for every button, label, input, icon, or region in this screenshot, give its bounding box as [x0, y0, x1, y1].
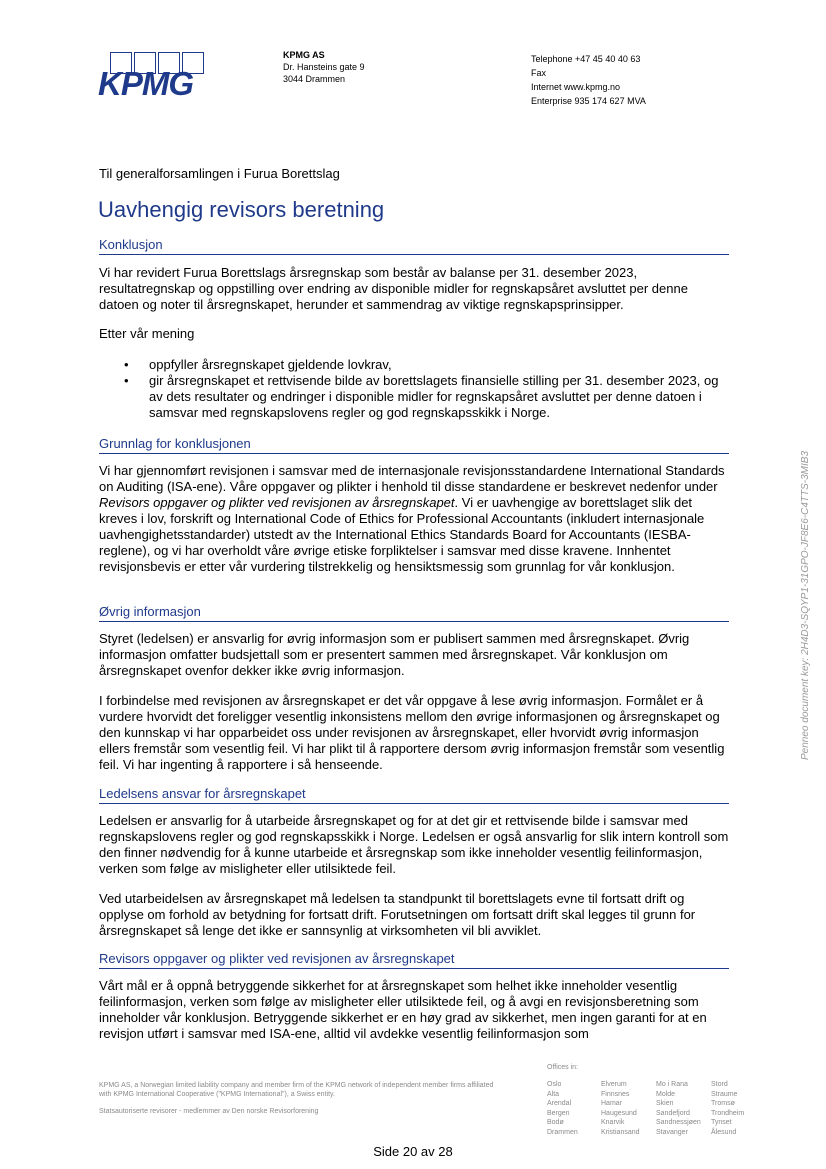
office: Knarvik: [601, 1119, 625, 1126]
section-heading-revisors: Revisors oppgaver og plikter ved revisjonen av årsregnskapet: [99, 951, 729, 969]
office: Stord: [711, 1081, 728, 1088]
office: Finnsnes: [601, 1090, 630, 1098]
list-item: [99, 373, 731, 421]
logo-wordmark: KPMG: [98, 65, 193, 102]
paragraph: Ved utarbeidelsen av årsregnskapet må ledelsen ta standpunkt til borettslagets evne til fortsatt drift og opplyse om forhold av betydning for fortsatt drift. Forutsetningen om fortsatt drift skal legges til grunn for årsregnskapet så lenge det ikke er sannsynlig at virksomheten vil bli avviklet.: [99, 891, 696, 938]
office: Skien: [656, 1100, 674, 1107]
section-heading-grunnlag: Grunnlag for konklusjonen: [99, 436, 729, 454]
emphasis-text: Revisors oppgaver og plikter ved revisjonen av årsregnskapet: [99, 495, 455, 510]
company-address: [283, 49, 365, 85]
addressee: Til generalforsamlingen i Furua Borettslag: [99, 166, 340, 181]
offices-column: [547, 1080, 578, 1137]
list-item-text: oppfyller årsregnskapet gjeldende lovkrav,: [149, 357, 392, 372]
office: Elverum: [601, 1081, 627, 1088]
footer-legal-line: with KPMG International Cooperative ("KPMG International"), a Swiss entity.: [99, 1091, 335, 1098]
section-heading-ledelsen: Ledelsens ansvar for årsregnskapet: [99, 786, 729, 804]
office: Sandnessjøen: [656, 1119, 701, 1126]
offices-column: [711, 1080, 744, 1137]
enterprise-number: Enterprise 935 174 627 MVA: [531, 96, 646, 106]
paragraph: [99, 463, 731, 575]
list-item-text: gir årsregnskapet et rettvisende bilde av borettslagets finansielle stilling per 31. desember 2023, og av dets resultater og endringer i disponible midler for regnskapsåret avsluttet per denne datoen i samsvar med regnskapslovens regler og god regnskapsskikk i Norge.: [149, 373, 719, 420]
paragraph: Etter vår mening: [99, 326, 195, 341]
office: Mo i Rana: [656, 1081, 688, 1088]
offices-column: [656, 1080, 701, 1137]
footer-legal-line: KPMG AS, a Norwegian limited liability company and member firm of the KPMG network of independent member firms affiliated: [99, 1082, 494, 1089]
offices-label: Offices in:: [547, 1064, 578, 1071]
paragraph: Ledelsen er ansvarlig for å utarbeide årsregnskapet og for at det gir et rettvisende bilde i samsvar med regnskapslovens regler og god regnskapsskikk i Norge. Ledelsen er også ansvarlig for slik intern kontroll som den finner nødvendig for å kunne utarbeide et årsregnskap som ikke inneholder vesentlig feilinformasjon, verken som følge av misligheter eller utilsiktede feil.: [99, 813, 729, 876]
office: Bodø: [547, 1119, 564, 1126]
company-name: KPMG AS: [283, 50, 325, 60]
telephone: Telephone +47 45 40 40 63: [531, 54, 641, 64]
internet: Internet www.kpmg.no: [531, 82, 621, 92]
office: Arendal: [547, 1100, 572, 1107]
office: Straume: [711, 1090, 738, 1098]
office: Drammen: [547, 1128, 578, 1136]
footer-legal-line: Statsautoriserte revisorer - medlemmer av Den norske Revisorforening: [99, 1108, 319, 1115]
contact-info: [531, 52, 646, 108]
office: Kristiansand: [601, 1128, 640, 1136]
section-heading-konklusjon: Konklusjon: [99, 237, 729, 255]
footer-legal: [99, 1081, 539, 1116]
bullet-list: [99, 357, 731, 421]
office: Ålesund: [711, 1128, 737, 1136]
address-line-1: Dr. Hansteins gate 9: [283, 62, 365, 72]
office: Molde: [656, 1090, 676, 1098]
office: Tynset: [711, 1119, 732, 1126]
offices-column: [601, 1080, 640, 1137]
office: Haugesund: [601, 1109, 637, 1117]
paragraph-text: Vi har gjennomført revisjonen i samsvar med de internasjonale revisjonsstandardene International Standards on Auditing (ISA-ene). Våre oppgaver og plikter i henhold til disse standardene er beskrevet nedenfor under: [99, 463, 725, 494]
office: Stavanger: [656, 1128, 688, 1136]
fax: Fax: [531, 68, 547, 78]
office: Trondheim: [711, 1109, 745, 1117]
page-number: Side 20 av 28: [373, 1144, 453, 1159]
paragraph: Vårt mål er å oppnå betryggende sikkerhet for at årsregnskapet som helhet ikke inneholder vesentlig feilinformasjon, verken som følge av misligheter eller utilsiktede feil, og å avgi en revisjonsberetning som inneholder vår konklusjon. Betryggende sikkerhet er en høy grad av sikkerhet, men ingen garanti for at en revisjon utført i samsvar med ISA-ene, alltid vil avdekke vesentlig feilinformasjon som: [99, 978, 707, 1041]
paragraph-text: . Vi er uavhengige av borettslaget slik det kreves i lov, forskrift og International Code of Ethics for Professional Accountants (inkludert internasjonale uavhengighetsstandarder) utstedt av the International Ethics Standards Board for Accountants (IESBA-reglene), og vi har overholdt våre øvrige etiske forpliktelser i samsvar med disse kravene. Innhentet revisjonsbevis er etter vår vurdering tilstrekkelig og hensiktsmessig som grunnlag for vår konklusjon.: [99, 495, 705, 574]
paragraph: Vi har revidert Furua Borettslags årsregnskap som består av balanse per 31. desember 2023, resultatregnskap og oppstilling over endring av disponible midler for regnskapsåret avsluttet per denne datoen og noter til årsregnskapet, herunder et sammendrag av viktige regnskapsprinsipper.: [99, 265, 688, 312]
office: Alta: [547, 1090, 560, 1098]
paragraph: I forbindelse med revisjonen av årsregnskapet er det vår oppgave å lese øvrig informasjon. Formålet er å vurdere hvorvidt det foreligger vesentlig inkonsistens mellom den øvrige informasjonen og årsregnskapet og den kunnskap vi har opparbeidet oss under revisjonen av årsregnskapet, eller hvorvidt øvrig informasjon ellers fremstår som vesentlig feil. Vi har plikt til å rapportere dersom øvrig informasjon fremstår som vesentlig feil. Vi har ingenting å rapportere i så henseende.: [99, 693, 725, 772]
report-title: Uavhengig revisors beretning: [98, 197, 385, 222]
paragraph: Styret (ledelsen) er ansvarlig for øvrig informasjon som er publisert sammen med årsregnskapet. Øvrig informasjon omfatter budsjettall som er presentert sammen med årsregnskapet. Vår konklusjon om årsregnskapet ovenfor dekker ikke øvrig informasjon.: [99, 631, 690, 678]
office: Oslo: [547, 1081, 562, 1088]
address-line-2: 3044 Drammen: [283, 74, 346, 84]
office: Hamar: [601, 1100, 623, 1107]
office: Sandefjord: [656, 1109, 690, 1117]
office: Bergen: [547, 1109, 570, 1117]
office: Tromsø: [711, 1100, 735, 1107]
section-heading-ovrig: Øvrig informasjon: [99, 604, 729, 622]
document-key: Penneo document key: 2H4D3-SQYP1-31GPO-JF8E6-C4TTS-3MIB3: [800, 450, 811, 760]
bullet-icon: •: [124, 357, 129, 372]
kpmg-logo: [98, 52, 206, 102]
list-item: [99, 357, 731, 373]
bullet-icon: •: [124, 373, 129, 388]
